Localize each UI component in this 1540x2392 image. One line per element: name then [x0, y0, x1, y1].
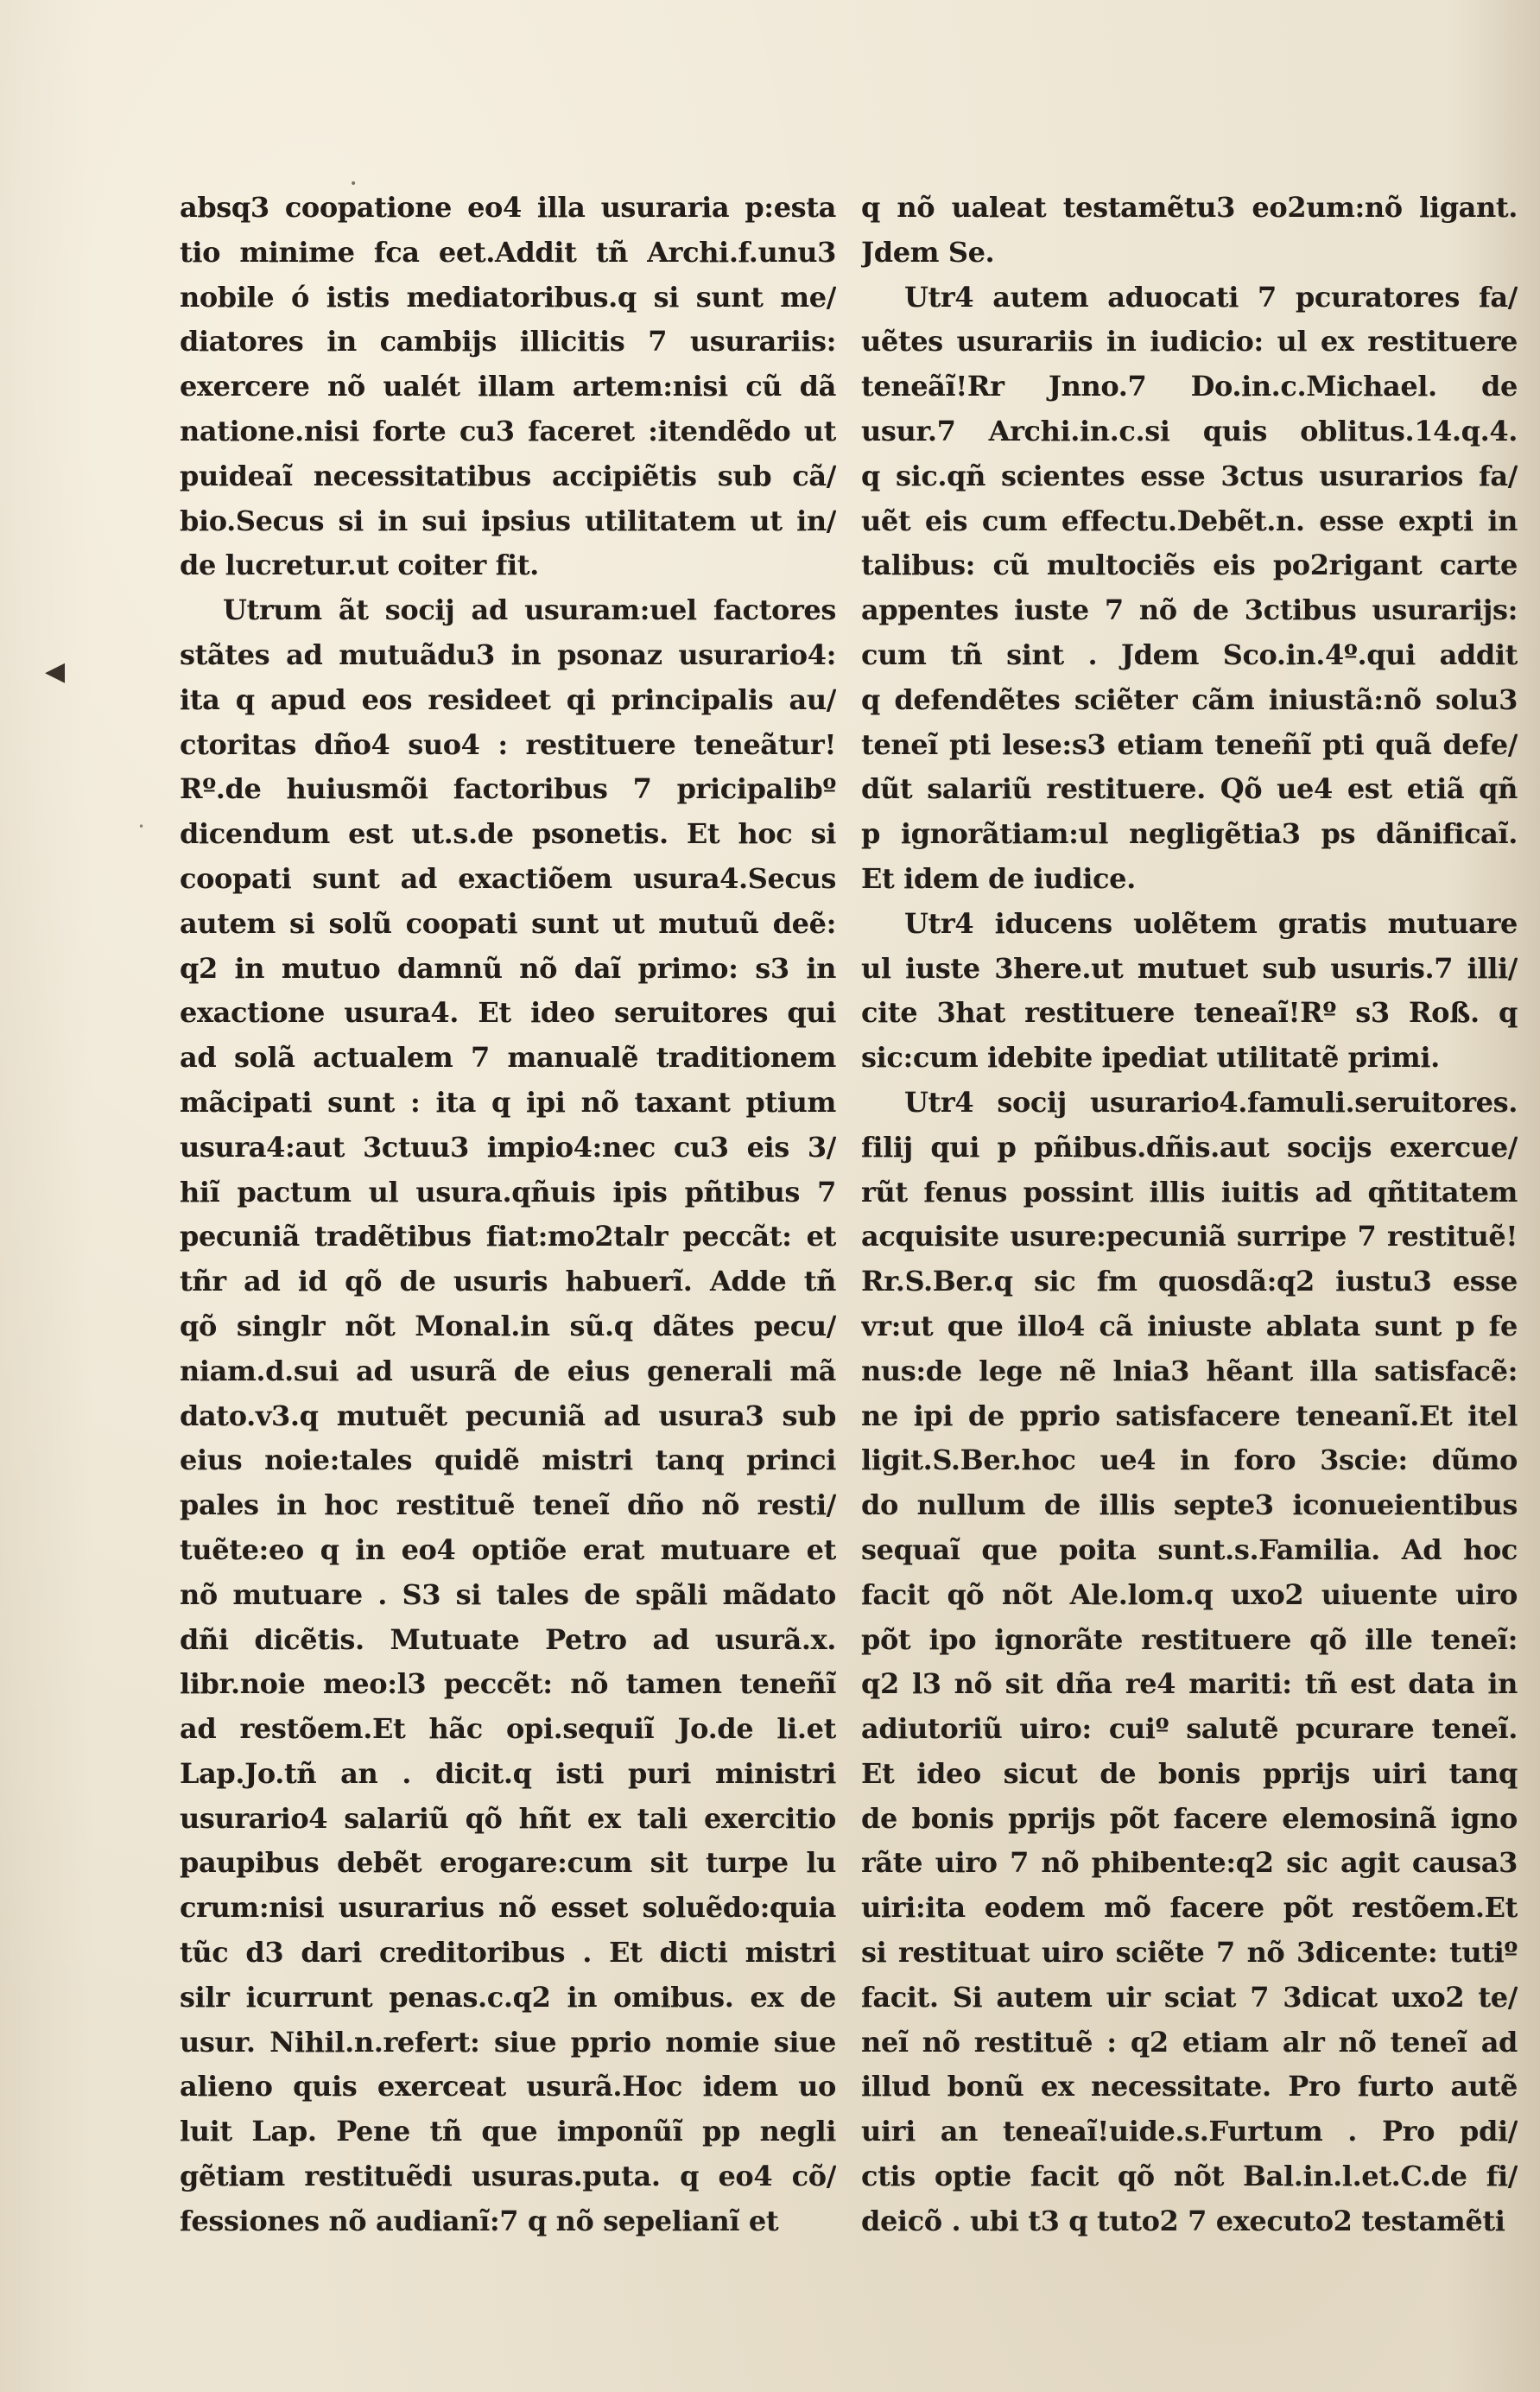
text-line: luit Lap. Pene tñ que imponũĩ pp negli	[180, 2115, 836, 2148]
text-line: q sic.qñ scientes esse 3ctus usurarios fa/	[861, 459, 1518, 492]
text-line: Utr4 autem aduocati 7 pcuratores fa/	[904, 280, 1518, 314]
text-line: stãtes ad mutuãdu3 in psonaz usurario4:	[180, 638, 836, 671]
text-line: cum tñ sint . Jdem Sco.in.4º.qui addit	[861, 638, 1518, 671]
text-line: neĩ nõ restituẽ : q2 etiam alr nõ teneĩ ad	[861, 2025, 1518, 2059]
text-line: uiri:ita eodem mõ facere põt restõem.Et	[861, 1891, 1518, 1925]
text-line: illud bonũ ex necessitate. Pro furto autẽ	[861, 2070, 1518, 2103]
text-line: silr icurrunt penas.c.q2 in omibus. ex de	[180, 1980, 836, 2014]
text-line: appentes iuste 7 nõ de 3ctibus usurarijs:	[861, 593, 1518, 627]
text-line: si restituat uiro sciẽte 7 nõ 3dicente: tutiº	[861, 1936, 1518, 1970]
text-line: ctis optie facit qõ nõt Bal.in.l.et.C.de fi/	[861, 2160, 1518, 2193]
margin-arrow-mark-icon: ◀	[45, 657, 66, 687]
text-line: dato.v3.q mutuẽt pecuniã ad usura3 sub	[180, 1399, 836, 1432]
text-line: Rr.S.Ber.q sic fm quosdã:q2 iustu3 esse	[861, 1265, 1518, 1298]
text-line: alieno quis exerceat usurã.Hoc idem uo	[180, 2070, 836, 2103]
text-line: exercere nõ ualét illam artem:nisi cũ dã	[180, 370, 836, 403]
text-line: q2 l3 nõ sit dña re4 mariti: tñ est data in	[861, 1667, 1518, 1701]
text-line: libr.noie meo:l3 peccẽt: nõ tamen teneñĩ	[180, 1667, 836, 1701]
text-line: dũt salariũ restituere. Qõ ue4 est etiã qñ	[861, 772, 1518, 806]
text-line: fessiones nõ audianĩ:7 q nõ sepelianĩ et	[180, 2204, 779, 2237]
text-line: teneĩ pti lese:s3 etiam teneñĩ pti quã defe/	[861, 727, 1518, 761]
text-line: qõ singlr nõt Monal.in sũ.q dãtes pecu/	[180, 1309, 836, 1342]
text-line: nus:de lege nẽ lnia3 hẽant illa satisfacẽ:	[861, 1354, 1518, 1387]
text-line: tñr ad id qõ de usuris habuerĩ. Adde tñ	[180, 1265, 836, 1298]
text-line: rãte uiro 7 nõ phibente:q2 sic agit causa3	[861, 1846, 1518, 1880]
text-line: diatores in cambijs illicitis 7 usurariis:	[180, 325, 836, 358]
text-line: q defendẽtes sciẽter cãm iniustã:nõ solu3	[861, 682, 1518, 716]
text-line: uẽt eis cum effectu.Debẽt.n. esse expti in	[861, 504, 1518, 537]
text-line: ctoritas dño4 suo4 : restituere teneãtur!	[180, 727, 836, 761]
text-line: autem si solũ coopati sunt ut mutuũ deẽ:	[180, 906, 836, 940]
text-line: gẽtiam restituẽdi usuras.puta. q eo4 cõ/	[180, 2160, 836, 2193]
text-line: mãcipati sunt : ita q ipi nõ taxant ptium	[180, 1085, 836, 1119]
text-line: absq3 coopatione eo4 illa usuraria p:esta	[180, 191, 836, 224]
text-line: facit qõ nõt Ale.lom.q uxo2 uiuente uiro	[861, 1577, 1518, 1611]
text-line: Lap.Jo.tñ an . dicit.q isti puri ministri	[180, 1756, 836, 1790]
text-line: põt ipo ignorãte restituere qõ ille teneĩ:	[861, 1622, 1518, 1656]
text-line: crum:nisi usurarius nõ esset soluẽdo:quia	[180, 1891, 836, 1925]
text-line: usur.7 Archi.in.c.si quis oblitus.14.q.4.	[861, 414, 1518, 447]
text-line: coopati sunt ad exactiõem usura4.Secus	[180, 861, 836, 895]
text-line: q2 in mutuo damnũ nõ daĩ primo: s3 in	[180, 951, 836, 985]
text-line: niam.d.sui ad usurã de eius generali mã	[180, 1354, 836, 1387]
text-line: teneãĩ!Rr Jnno.7 Do.in.c.Michael. de	[861, 370, 1518, 403]
text-line: rũt fenus possint illis iuitis ad qñtitatem	[861, 1175, 1518, 1209]
text-line: cite 3hat restituere teneaĩ!Rº s3 Roß. q	[861, 996, 1518, 1030]
text-line: acquisite usure:pecuniã surripe 7 restituẽ!	[861, 1220, 1518, 1253]
text-line: natione.nisi forte cu3 faceret :itendẽdo ut	[180, 414, 836, 447]
text-line: paupibus debẽt erogare:cum sit turpe lu	[180, 1846, 836, 1880]
ink-speck-icon: •	[138, 821, 145, 833]
text-line: usur. Nihil.n.refert: siue pprio nomie siue	[180, 2025, 836, 2059]
text-line: talibus: cũ multociẽs eis po2rigant carte	[861, 549, 1518, 582]
text-line: tũc d3 dari creditoribus . Et dicti mistri	[180, 1936, 836, 1970]
text-line: Et ideo sicut de bonis pprijs uiri tanq	[861, 1756, 1518, 1790]
text-line: facit. Si autem uir sciat 7 3dicat uxo2 te/	[861, 1980, 1518, 2014]
text-line: Utr4 iducens uolẽtem gratis mutuare	[904, 906, 1518, 940]
text-line: tuẽte:eo q in eo4 optiõe erat mutuare et	[180, 1532, 836, 1566]
text-line: usurario4 salariũ qõ hñt ex tali exercitio	[180, 1801, 836, 1835]
text-line: ligit.S.Ber.hoc ue4 in foro 3scie: dũmo	[861, 1443, 1518, 1477]
text-line: uiri an teneaĩ!uide.s.Furtum . Pro pdi/	[861, 2115, 1518, 2148]
text-line: deicõ . ubi t3 q tuto2 7 executo2 testamẽti	[861, 2204, 1505, 2237]
text-line: hiĩ pactum ul usura.qñuis ipis pñtibus 7	[180, 1175, 836, 1209]
text-line: ul iuste 3here.ut mutuet sub usuris.7 illi/	[861, 951, 1518, 985]
text-line: sic:cum idebite ipediat utilitatẽ primi.	[861, 1041, 1440, 1075]
text-line: q nõ ualeat testamẽtu3 eo2um:nõ ligant.	[861, 191, 1518, 224]
text-line: puideaĩ necessitatibus accipiẽtis sub cã/	[180, 459, 836, 492]
text-line: tio minime fca eet.Addit tñ Archi.f.unu3	[180, 235, 836, 269]
left-text-column	[180, 186, 836, 2244]
text-line: bio.Secus si in sui ipsius utilitatem ut in/	[180, 504, 836, 537]
text-line: do nullum de illis septe3 iconueientibus	[861, 1488, 1518, 1522]
text-line: Jdem Se.	[861, 235, 995, 269]
text-line: ad restõem.Et hãc opi.sequiĩ Jo.de li.et	[180, 1712, 836, 1746]
text-line: pecuniã tradẽtibus fiat:mo2talr peccãt: et	[180, 1220, 836, 1253]
text-line: vr:ut que illo4 cã iniuste ablata sunt p fe	[861, 1309, 1518, 1342]
text-line: nõ mutuare . S3 si tales de spãli mãdato	[180, 1577, 836, 1611]
text-line: Rº.de huiusmõi factoribus 7 pricipalibº	[180, 772, 836, 806]
text-line: dñi dicẽtis. Mutuate Petro ad usurã.x.	[180, 1622, 836, 1656]
text-line: de bonis pprijs põt facere elemosinã igno	[861, 1801, 1518, 1835]
text-line: Et idem de iudice.	[861, 861, 1136, 895]
text-line: sequaĩ que poita sunt.s.Familia. Ad hoc	[861, 1532, 1518, 1566]
text-line: Utr4 socij usurario4.famuli.seruitores.	[904, 1085, 1518, 1119]
text-line: de lucretur.ut coiter fit.	[180, 549, 539, 582]
text-line: eius noie:tales quidẽ mistri tanq princi	[180, 1443, 836, 1477]
text-line: nobile ó istis mediatoribus.q si sunt me/	[180, 280, 836, 314]
text-line: ad solã actualem 7 manualẽ traditionem	[180, 1041, 836, 1075]
text-line: p ignorãtiam:ul negligẽtia3 ps dãnificaĩ.	[861, 817, 1518, 851]
text-line: Utrum ãt socij ad usuram:uel factores	[223, 593, 836, 627]
text-line: adiutoriũ uiro: cuiº salutẽ pcurare teneĩ.	[861, 1712, 1518, 1746]
ink-speck-icon: •	[350, 177, 358, 191]
text-line: filij qui p pñibus.dñis.aut socijs exercue/	[861, 1130, 1518, 1164]
text-line: uẽtes usurariis in iudicio: ul ex restituere	[861, 325, 1518, 358]
text-line: ne ipi de pprio satisfacere teneanĩ.Et itel	[861, 1399, 1518, 1432]
text-line: exactione usura4. Et ideo seruitores qui	[180, 996, 836, 1030]
text-line: pales in hoc restituẽ teneĩ dño nõ resti/	[180, 1488, 836, 1522]
right-text-column	[861, 186, 1518, 2244]
text-line: dicendum est ut.s.de psonetis. Et hoc si	[180, 817, 836, 851]
text-line: usura4:aut 3ctuu3 impio4:nec cu3 eis 3/	[180, 1130, 836, 1164]
text-line: ita q apud eos resideet qi principalis au/	[180, 682, 836, 716]
